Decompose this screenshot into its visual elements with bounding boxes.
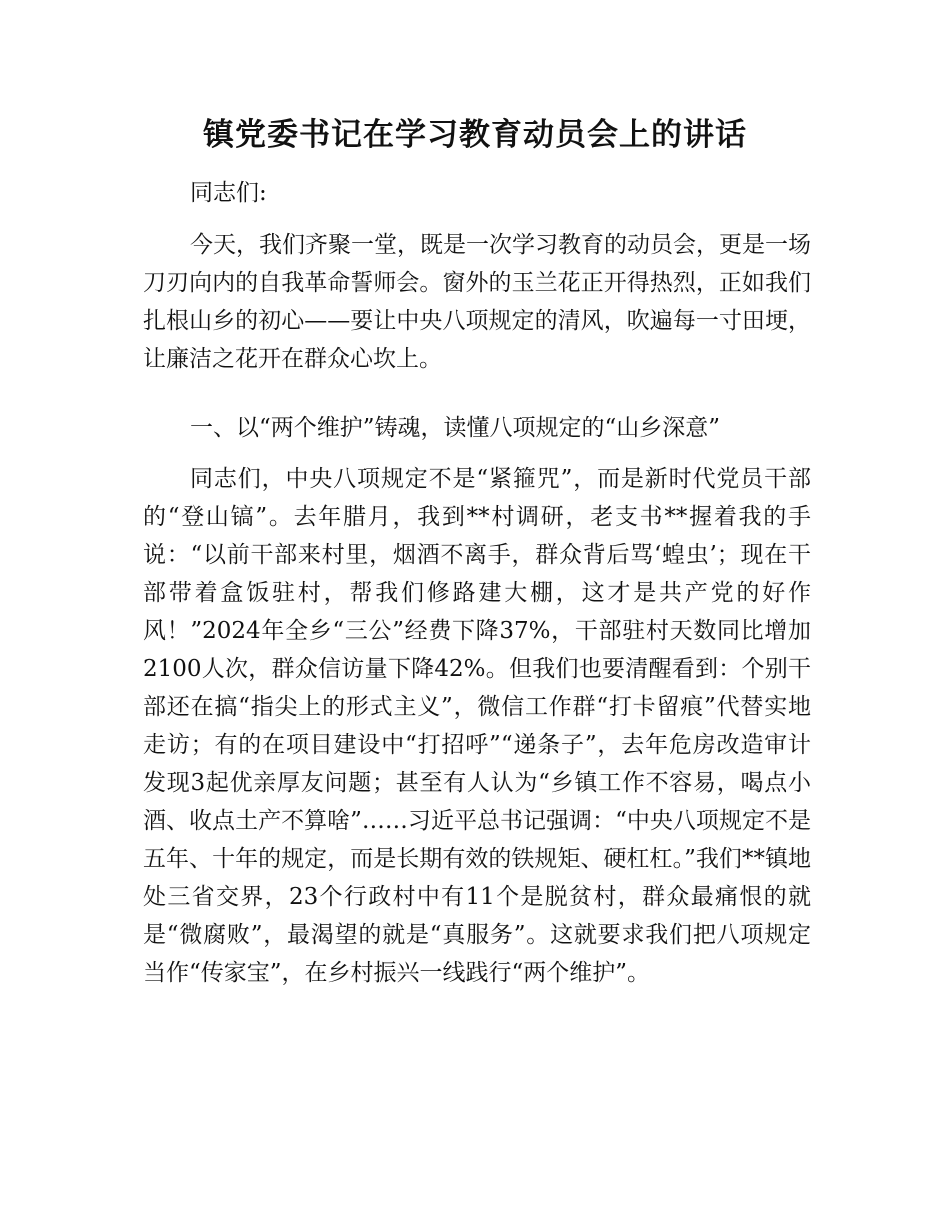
document-title: 镇党委书记在学习教育动员会上的讲话 bbox=[203, 117, 747, 153]
greeting: 同志们: bbox=[190, 180, 267, 206]
section-heading: 一、以“两个维护”铸魂，读懂八项规定的“山乡深意” bbox=[190, 415, 721, 441]
intro-paragraph: 今天，我们齐聚一堂，既是一次学习教育的动员会，更是一场刀刃向内的自我革命誓师会。窗外的玉兰花正开得热烈，正如我们扎根山乡的初心——要让中央八项规定的清风，吹遍每一寸田埂，让廉洁之花开在群众心坎上。 bbox=[143, 232, 811, 372]
section-paragraph: 同志们，中央八项规定不是“紧箍咒”，而是新时代党员干部的“登山镐”。去年腊月，我到**村调研，老支书**握着我的手说：“以前干部来村里，烟酒不离手，群众背后骂‘蝗虫’；现在干部带着盒饭驻村，帮我们修路建大棚，这才是共产党的好作风！”2024年全乡“三公”经费下降37%，干部驻村天数同比增加2100人次，群众信访量下降42%。但我们也要清醒看到：个别干部还在搞“指尖上的形式主义”，微信工作群“打卡留痕”代替实地走访；有的在项目建设中“打招呼”“递条子”，去年危房改造审计发现3起优亲厚友问题；甚至有人认为“乡镇工作不容易，喝点小酒、收点土产不算啥”……习近平总书记强调：“中央八项规定不是五年、十年的规定，而是长期有效的铁规矩、硬杠杠。”我们**镇地处三省交界，23个行政村中有11个是脱贫村，群众最痛恨的就是“微腐败”，最渴望的就是“真服务”。这就要求我们把八项规定当作“传家宝”，在乡村振兴一线践行“两个维护”。 bbox=[143, 466, 811, 986]
